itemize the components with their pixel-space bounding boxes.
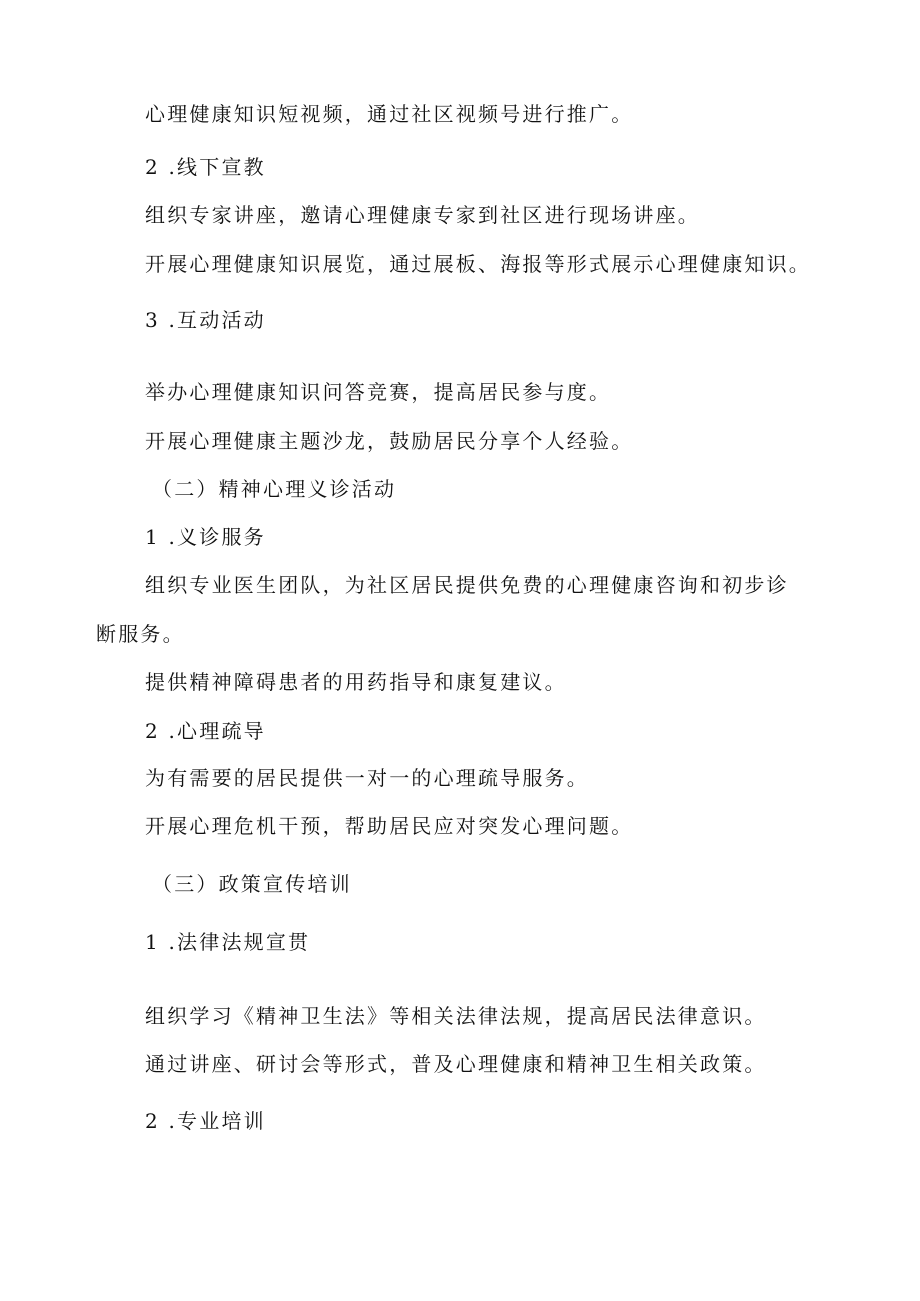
paragraph-continuation: 断服务。 bbox=[96, 622, 185, 646]
subsection-heading: 2 .线下宣教 bbox=[145, 155, 266, 179]
paragraph: 开展心理危机干预，帮助居民应对突发心理问题。 bbox=[145, 814, 634, 838]
paragraph: 组织学习《精神卫生法》等相关法律法规，提高居民法律意识。 bbox=[145, 1004, 767, 1028]
subsection-heading: 1 .义诊服务 bbox=[145, 525, 266, 549]
paragraph: 组织专业医生团队，为社区居民提供免费的心理健康咨询和初步诊 bbox=[145, 573, 789, 597]
subsection-heading: 1 .法律法规宣贯 bbox=[145, 930, 311, 954]
paragraph: 心理健康知识短视频，通过社区视频号进行推广。 bbox=[145, 102, 634, 126]
paragraph: 开展心理健康知识展览，通过展板、海报等形式展示心理健康知识。 bbox=[145, 252, 811, 276]
paragraph: 提供精神障碍患者的用药指导和康复建议。 bbox=[145, 670, 567, 694]
subsection-heading: 2 .专业培训 bbox=[145, 1109, 266, 1133]
paragraph: 开展心理健康主题沙龙，鼓励居民分享个人经验。 bbox=[145, 429, 634, 453]
paragraph: 通过讲座、研讨会等形式，普及心理健康和精神卫生相关政策。 bbox=[145, 1052, 767, 1076]
section-heading: （三）政策宣传培训 bbox=[152, 872, 352, 896]
subsection-heading: 2 .心理疏导 bbox=[145, 719, 266, 743]
paragraph: 举办心理健康知识问答竞赛，提高居民参与度。 bbox=[145, 380, 612, 404]
section-heading: （二）精神心理义诊活动 bbox=[152, 477, 397, 501]
paragraph: 组织专家讲座，邀请心理健康专家到社区进行现场讲座。 bbox=[145, 203, 700, 227]
paragraph: 为有需要的居民提供一对一的心理疏导服务。 bbox=[145, 766, 589, 790]
subsection-heading: 3 .互动活动 bbox=[145, 308, 266, 332]
